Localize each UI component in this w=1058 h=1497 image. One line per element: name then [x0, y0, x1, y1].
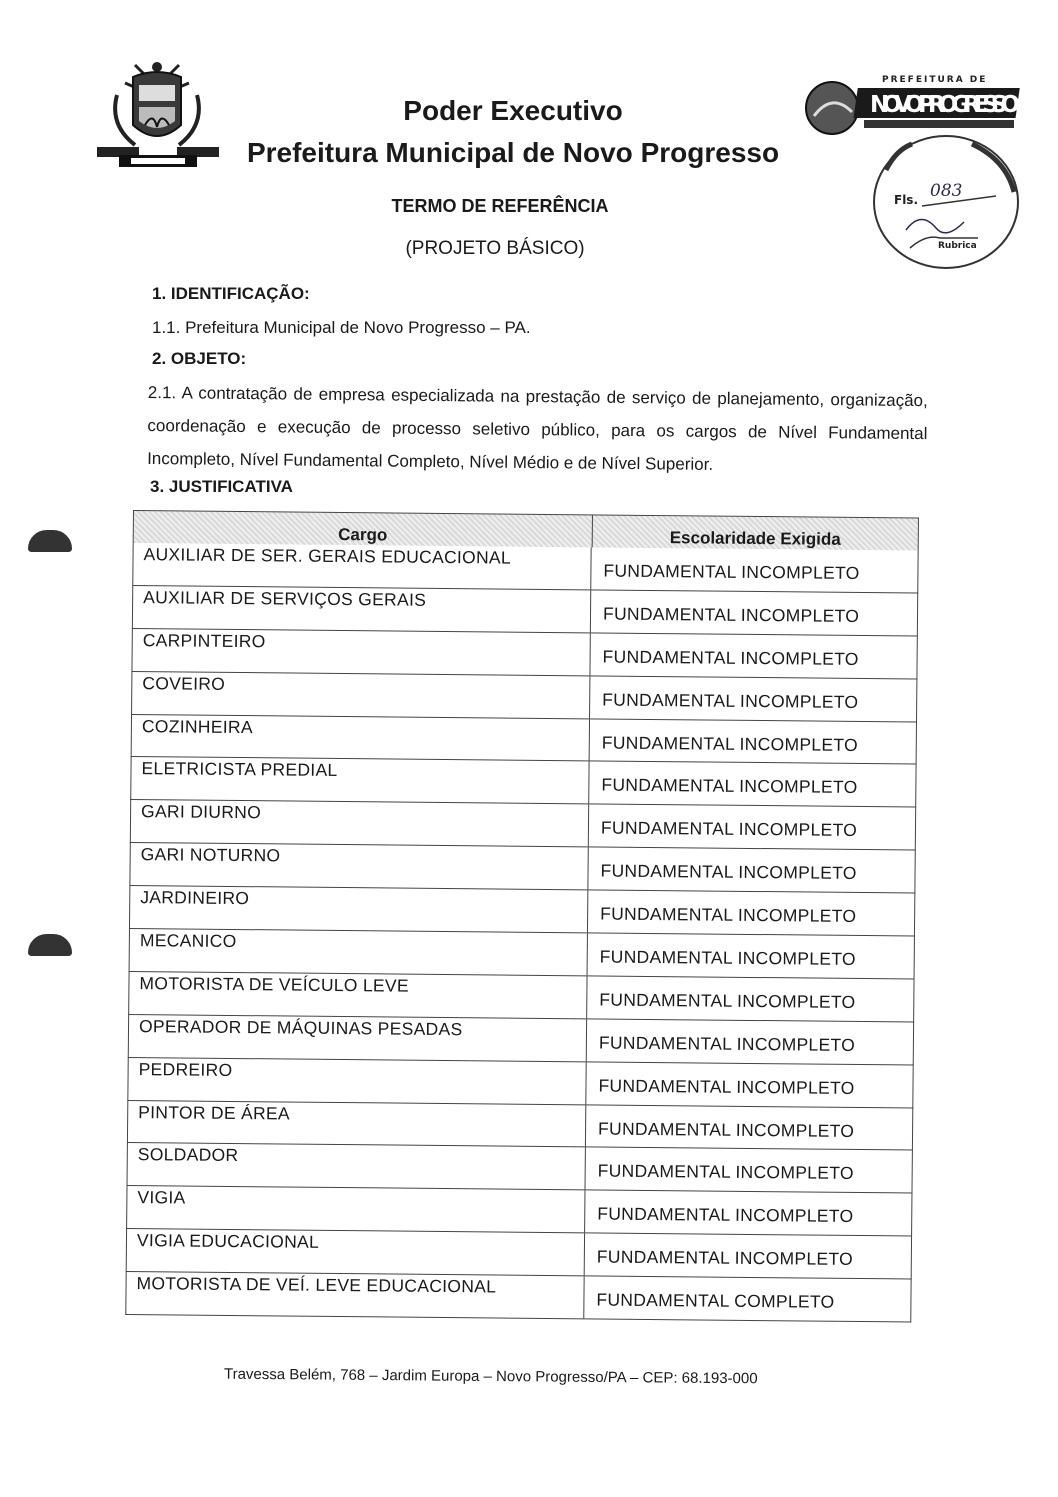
- table-row: [127, 1058, 913, 1108]
- section-1-1-text: 1.1. Prefeitura Municipal de Novo Progresso – PA.: [152, 318, 531, 337]
- stamp-fls-number: 083: [930, 181, 963, 201]
- table-row: [127, 1143, 913, 1193]
- cell-cargo: MOTORISTA DE VEÍCULO LEVE: [129, 972, 587, 1018]
- cell-cargo: COVEIRO: [132, 672, 590, 718]
- cell-escolaridade: FUNDAMENTAL INCOMPLETO: [599, 946, 856, 969]
- header-title-poder-executivo: Poder Executivo: [403, 95, 623, 126]
- stamp-fls-label: Fls.: [894, 193, 919, 207]
- cell-escolaridade: FUNDAMENTAL COMPLETO: [596, 1289, 835, 1312]
- cell-cargo: AUXILIAR DE SERVIÇOS GERAIS: [133, 586, 591, 632]
- cell-cargo: OPERADOR DE MÁQUINAS PESADAS: [129, 1015, 587, 1061]
- cell-cargo: CARPINTEIRO: [132, 629, 590, 675]
- punch-hole-top: [28, 530, 72, 552]
- cell-cargo: PINTOR DE ÁREA: [128, 1101, 586, 1147]
- logo-name: NOVO PROGRESSO: [870, 92, 1020, 118]
- table-row: [126, 1186, 912, 1236]
- doc-title-termo: TERMO DE REFERÊNCIA: [391, 196, 609, 216]
- table-row: [131, 672, 917, 722]
- cell-cargo: PEDREIRO: [128, 1058, 586, 1104]
- cell-cargo: ELETRICISTA PREDIAL: [131, 757, 589, 803]
- table-row: [129, 843, 915, 893]
- table-row: [131, 715, 917, 765]
- cell-cargo: JARDINEIRO: [130, 886, 588, 932]
- table-header-cargo: Cargo: [134, 511, 593, 547]
- cell-cargo: AUXILIAR DE SER. GERAIS EDUCACIONAL: [133, 543, 591, 589]
- stamp-rubrica: Rubrica: [938, 241, 977, 251]
- cell-escolaridade: FUNDAMENTAL INCOMPLETO: [602, 689, 859, 712]
- table-row: [127, 1101, 913, 1151]
- header-title-prefeitura: Prefeitura Municipal de Novo Progresso: [246, 137, 780, 168]
- cell-escolaridade: FUNDAMENTAL INCOMPLETO: [597, 1160, 854, 1184]
- cell-escolaridade: FUNDAMENTAL INCOMPLETO: [597, 1118, 855, 1141]
- cell-escolaridade: FUNDAMENTAL INCOMPLETO: [596, 1246, 854, 1270]
- cell-cargo: COZINHEIRA: [132, 715, 590, 761]
- cell-escolaridade: FUNDAMENTAL INCOMPLETO: [597, 1203, 854, 1227]
- cell-escolaridade: FUNDAMENTAL INCOMPLETO: [598, 1075, 855, 1098]
- cell-escolaridade: FUNDAMENTAL INCOMPLETO: [602, 646, 859, 669]
- section-1-title: 1. IDENTIFICAÇÃO:: [152, 284, 310, 303]
- cell-cargo: VIGIA EDUCACIONAL: [127, 1229, 585, 1275]
- table-row: [129, 929, 915, 979]
- table-row: [128, 972, 914, 1022]
- cell-escolaridade: FUNDAMENTAL INCOMPLETO: [600, 817, 858, 841]
- table-row: [126, 1229, 912, 1279]
- cell-escolaridade: FUNDAMENTAL INCOMPLETO: [600, 860, 857, 884]
- table-row: [125, 1272, 911, 1322]
- table-row: [130, 800, 916, 850]
- logo-prefeitura-de: PREFEITURA DE: [882, 75, 988, 85]
- cell-cargo: MECANICO: [130, 929, 588, 975]
- section-3-title: 3. JUSTIFICATIVA: [150, 477, 293, 496]
- cell-cargo: GARI DIURNO: [131, 800, 589, 846]
- cell-escolaridade: FUNDAMENTAL INCOMPLETO: [601, 732, 859, 755]
- section-2-1-text: 2.1. A contratação de empresa especializada na prestação de serviço de planejamento, organização, coordenação e execução de processo seletivo público, para os cargos de Nível Fundamental Incompleto, Nível Fundamental Completo, Nível Médio e de Nível Superior.: [147, 382, 928, 474]
- table-row: [129, 886, 915, 936]
- punch-hole-bottom: [28, 934, 72, 956]
- cell-escolaridade: FUNDAMENTAL INCOMPLETO: [601, 774, 858, 798]
- section-2-title: 2. OBJETO:: [152, 349, 247, 368]
- footer-address: Travessa Belém, 768 – Jardim Europa – Novo Progresso/PA – CEP: 68.193-000: [223, 1365, 758, 1388]
- cargo-table: [125, 510, 919, 1323]
- table-row: [130, 757, 916, 807]
- doc-subtitle-projeto: (PROJETO BÁSICO): [405, 238, 585, 259]
- cell-cargo: SOLDADOR: [128, 1143, 586, 1189]
- table-body: [125, 543, 918, 1323]
- cell-escolaridade: FUNDAMENTAL INCOMPLETO: [599, 989, 856, 1012]
- table-header-escolaridade: Escolaridade Exigida: [669, 528, 841, 549]
- table-row: [128, 1015, 914, 1065]
- table-row: [132, 543, 918, 593]
- table-row: [131, 629, 917, 679]
- cell-escolaridade: FUNDAMENTAL INCOMPLETO: [603, 560, 860, 583]
- cell-escolaridade: FUNDAMENTAL INCOMPLETO: [600, 903, 857, 927]
- cell-escolaridade: FUNDAMENTAL INCOMPLETO: [598, 1032, 856, 1055]
- table-row: [132, 586, 918, 636]
- cell-cargo: VIGIA: [127, 1186, 585, 1232]
- cell-cargo: GARI NOTURNO: [130, 843, 588, 889]
- cell-cargo: MOTORISTA DE VEÍ. LEVE EDUCACIONAL: [126, 1272, 584, 1318]
- cell-escolaridade: FUNDAMENTAL INCOMPLETO: [602, 603, 860, 626]
